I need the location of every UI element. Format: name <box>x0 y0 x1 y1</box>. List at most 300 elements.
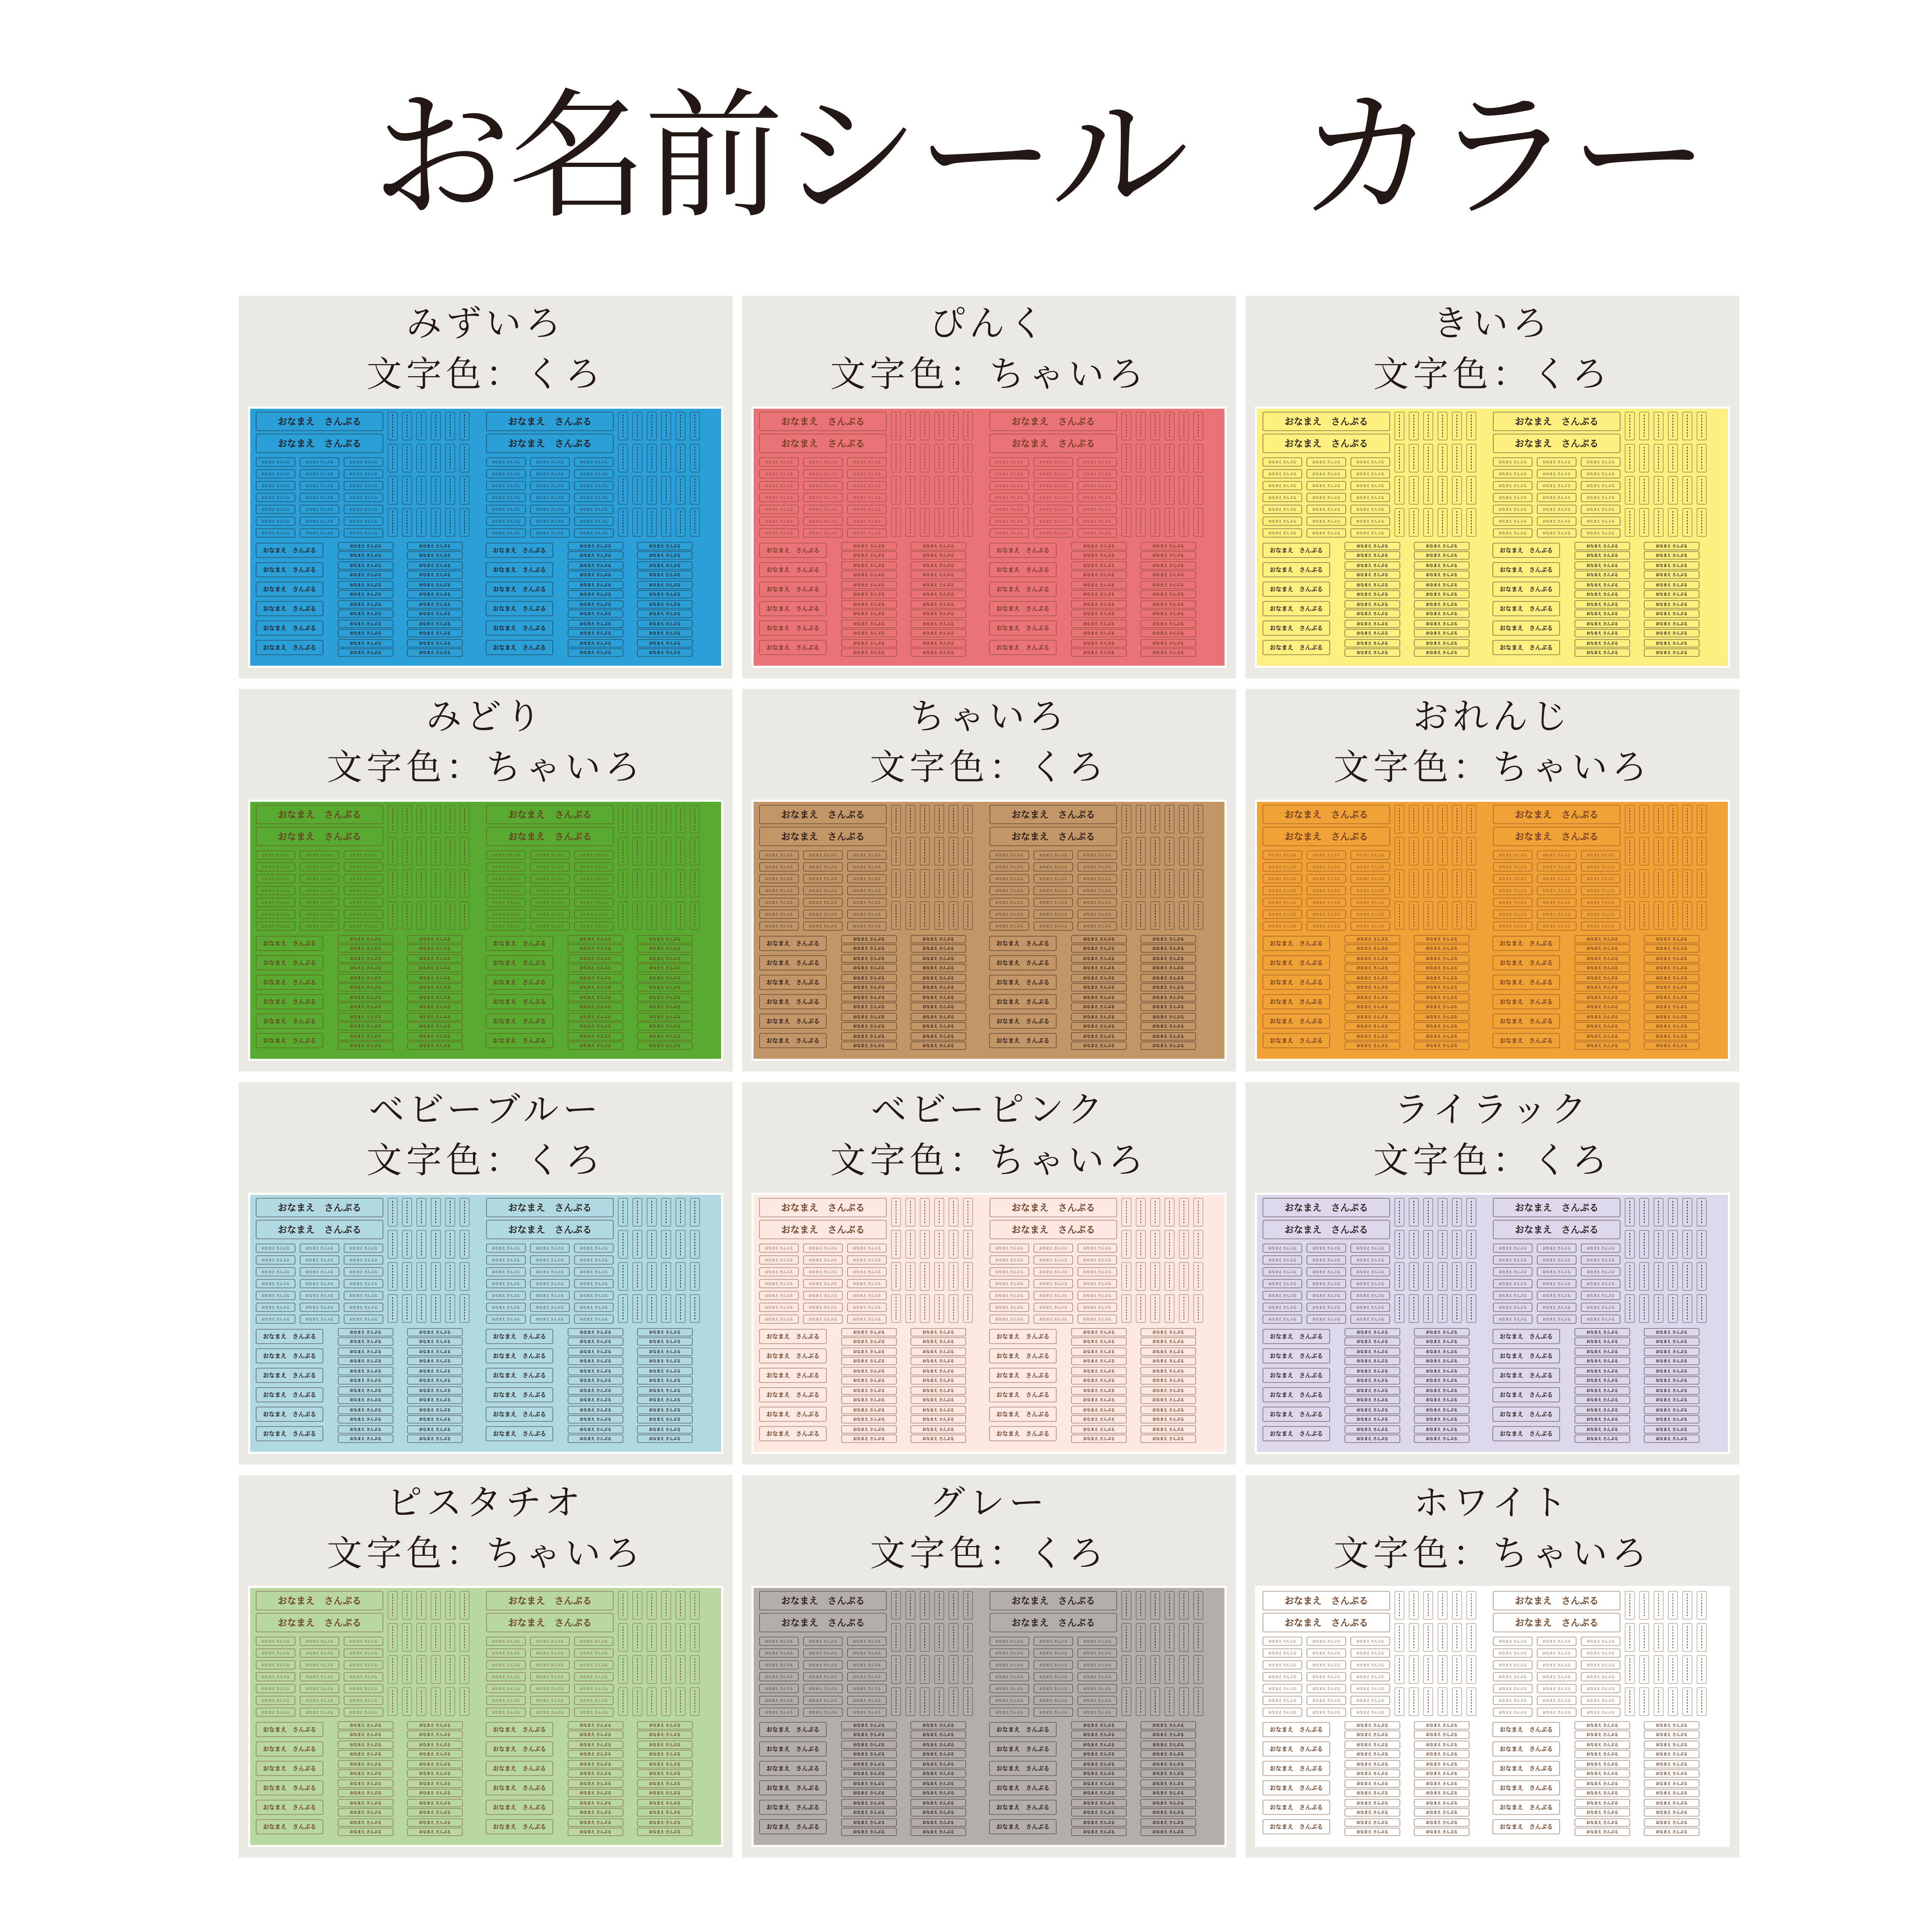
sticker-text: おなまえ さんぷる <box>1039 1663 1068 1667</box>
sticker-text: おなまえ さんぷる <box>349 877 378 881</box>
sticker-text: おなまえ さんぷる <box>305 1686 334 1691</box>
sticker-text: おなまえ さんぷる <box>1498 877 1527 881</box>
sticker-text: おなまえ さんぷる <box>261 1651 290 1655</box>
sticker-text: おなまえ さんぷる <box>1586 544 1618 549</box>
sticker-text: おなまえ さんぷる <box>350 1035 382 1039</box>
sticker-text: おなまえ さんぷる <box>350 1379 382 1383</box>
sticker-text: おなまえ さんぷる <box>809 460 837 464</box>
sticker-text: おなまえ さんぷる <box>1498 495 1527 500</box>
sticker-text: おなまえ さんぷる <box>305 507 334 511</box>
sticker-text: おなまえ さんぷる <box>492 1710 520 1714</box>
sticker-text: おなまえ さんぷる <box>1656 631 1688 636</box>
sticker-text: おなまえ さんぷる <box>493 1727 546 1734</box>
sticker-text: おなまえ さんぷる <box>1426 986 1458 990</box>
sticker-text: おなまえ さんぷる <box>1656 1398 1688 1403</box>
sticker-text: おなまえ さんぷる <box>261 865 290 869</box>
sticker-text: おなまえ さんぷる <box>1498 1317 1527 1321</box>
sticker-text: おなまえ さんぷる <box>1152 1389 1184 1394</box>
sticker-text: おなまえ さんぷる <box>579 1340 612 1344</box>
color-card-pink <box>742 296 1236 678</box>
sticker-text: おなまえ さんぷる <box>579 593 612 597</box>
color-name: グレー <box>929 1482 1049 1523</box>
sticker-text: おなまえ さんぷる <box>1586 531 1615 535</box>
sticker-text: おなまえ さんぷる <box>996 586 1049 593</box>
sticker-text: おなまえ さんぷる <box>995 484 1024 488</box>
sticker-text: おなまえ さんぷる <box>1586 1015 1618 1020</box>
sticker-text: おなまえ さんぷる <box>492 495 520 500</box>
sticker-text: おなまえ さんぷる <box>349 1246 378 1250</box>
text-color-label: 文字色：くろ <box>1373 353 1612 395</box>
sticker-text: おなまえ さんぷる <box>996 547 1049 555</box>
sticker-text: おなまえ さんぷる <box>1586 622 1618 627</box>
sticker-text: おなまえ さんぷる <box>1356 1246 1385 1250</box>
sticker-text: おなまえ さんぷる <box>1426 1437 1458 1442</box>
sticker-text: おなまえ さんぷる <box>261 519 290 523</box>
sticker-text: おなまえ さんぷる <box>1083 612 1115 617</box>
sticker-text: おなまえ さんぷる <box>765 1246 793 1250</box>
sticker-text: おなまえ さんぷる <box>579 1772 612 1776</box>
sticker-text: おなまえ さんぷる <box>1284 416 1369 427</box>
sticker-text: おなまえ さんぷる <box>809 495 837 500</box>
text-color-label: 文字色：くろ <box>1373 1140 1612 1181</box>
sticker-text: おなまえ さんぷる <box>996 1353 1049 1360</box>
sticker-text: おなまえ さんぷる <box>1083 1639 1112 1643</box>
sticker-text: おなまえ さんぷる <box>579 495 608 500</box>
sticker-text: おなまえ さんぷる <box>1039 865 1068 869</box>
sticker-text: おなまえ さんぷる <box>1152 1437 1184 1442</box>
sticker-text: おなまえ さんぷる <box>809 924 837 928</box>
sticker-text: おなまえ さんぷる <box>277 809 362 820</box>
sticker-text: おなまえ さんぷる <box>536 460 564 464</box>
sticker-text: おなまえ さんぷる <box>922 631 954 636</box>
sticker-text: おなまえ さんぷる <box>1586 976 1618 981</box>
sticker-text: おなまえ さんぷる <box>263 1353 316 1360</box>
sticker-text: おなまえ さんぷる <box>1083 1663 1112 1667</box>
sticker-text: おなまえ さんぷる <box>1426 1418 1458 1422</box>
sticker-text: おなまえ さんぷる <box>349 1639 378 1643</box>
sticker-text: おなまえ さんぷる <box>349 888 378 893</box>
sticker-text: おなまえ さんぷる <box>649 622 681 627</box>
sticker-text: おなまえ さんぷる <box>649 1724 681 1728</box>
sticker-text: おなまえ さんぷる <box>508 1202 592 1213</box>
sticker-text: おなまえ さんぷる <box>350 642 382 646</box>
sticker-text: おなまえ さんぷる <box>493 979 546 986</box>
sticker-text: おなまえ さんぷる <box>765 1282 793 1286</box>
sticker-text: おなまえ さんぷる <box>536 1293 564 1298</box>
sticker-text: おなまえ さんぷる <box>1083 986 1115 990</box>
sticker-text: おなまえ さんぷる <box>1152 573 1184 578</box>
sticker-text: おなまえ さんぷる <box>853 1282 881 1286</box>
sticker-text: おなまえ さんぷる <box>261 1293 290 1298</box>
sticker-text: おなまえ さんぷる <box>579 996 612 1000</box>
sticker-text: おなまえ さんぷる <box>809 1675 837 1679</box>
sticker-text: おなまえ さんぷる <box>649 1752 681 1757</box>
text-color-label: 文字色：ちゃいろ <box>326 746 645 788</box>
sticker-text: おなまえ さんぷる <box>922 593 954 597</box>
sticker-text: おなまえ さんぷる <box>1498 1246 1527 1250</box>
sticker-text: おなまえ さんぷる <box>350 1743 382 1748</box>
sticker-text: おなまえ さんぷる <box>1270 1431 1323 1438</box>
sticker-text: おなまえ さんぷる <box>1586 1331 1618 1335</box>
sticker-text: おなまえ さんぷる <box>536 912 564 916</box>
sticker-text: おなまえ さんぷる <box>1011 1224 1096 1235</box>
sticker-text: おなまえ さんぷる <box>1083 1340 1115 1344</box>
sticker-text: おなまえ さんぷる <box>922 544 954 549</box>
sticker-text: おなまえ さんぷる <box>1656 622 1688 627</box>
sticker-text: おなまえ さんぷる <box>536 1663 564 1667</box>
sticker-text: おなまえ さんぷる <box>996 1038 1049 1045</box>
color-name: ベビーピンク <box>871 1089 1107 1130</box>
sticker-text: おなまえ さんぷる <box>1083 1437 1115 1442</box>
sticker-text: おなまえ さんぷる <box>305 1305 334 1309</box>
sheet-drawing <box>250 802 721 1059</box>
sticker-text: おなまえ さんぷる <box>649 1821 681 1825</box>
sticker-text: おなまえ さんぷる <box>922 1379 954 1383</box>
sticker-text: おなまえ さんぷる <box>766 586 820 593</box>
sticker-text: おなまえ さんぷる <box>1586 1317 1615 1321</box>
sticker-text: おなまえ さんぷる <box>1083 924 1112 928</box>
sticker-text: おなまえ さんぷる <box>766 1372 820 1380</box>
sticker-text: おなまえ さんぷる <box>922 1359 954 1364</box>
sticker-text: おなまえ さんぷる <box>419 1331 451 1335</box>
sticker-text: おなまえ さんぷる <box>349 1270 378 1274</box>
sticker-text: おなまえ さんぷる <box>261 1698 290 1702</box>
sticker-text: おなまえ さんぷる <box>1500 999 1553 1006</box>
text-color-label: 文字色：ちゃいろ <box>326 1533 645 1574</box>
sticker-text: おなまえ さんぷる <box>853 853 881 857</box>
sticker-text: おなまえ さんぷる <box>1152 1408 1184 1413</box>
sticker-text: おなまえ さんぷる <box>493 1804 546 1812</box>
sticker-text: おなまえ さんぷる <box>1356 924 1385 928</box>
sticker-text: おなまえ さんぷる <box>579 1408 612 1413</box>
sticker-text: おなまえ さんぷる <box>579 531 608 535</box>
sticker-text: おなまえ さんぷる <box>493 1411 546 1418</box>
sticker-text: おなまえ さんぷる <box>349 472 378 476</box>
sticker-text: おなまえ さんぷる <box>1426 947 1458 951</box>
sticker-text: おなまえ さんぷる <box>1039 531 1068 535</box>
sticker-text: おなまえ さんぷる <box>579 1782 612 1787</box>
sticker-text: おなまえ さんぷる <box>922 1340 954 1344</box>
sticker-text: おなまえ さんぷる <box>508 416 592 427</box>
sticker-text: おなまえ さんぷる <box>1356 976 1388 981</box>
sticker-text: おなまえ さんぷる <box>263 1411 316 1418</box>
sticker-text: おなまえ さんぷる <box>1083 1317 1112 1321</box>
color-card-orange <box>1246 689 1739 1071</box>
sticker-text: おなまえ さんぷる <box>536 1639 564 1643</box>
sticker-text: おなまえ さんぷる <box>1083 472 1112 476</box>
sticker-text: おなまえ さんぷる <box>305 924 334 928</box>
sticker-text: おなまえ さんぷる <box>1542 531 1571 535</box>
sticker-text: おなまえ さんぷる <box>1312 472 1341 476</box>
sticker-text: おなまえ さんぷる <box>765 472 793 476</box>
sticker-text: おなまえ さんぷる <box>1356 642 1388 646</box>
sticker-text: おなまえ さんぷる <box>1268 495 1297 500</box>
sticker-text: おなまえ さんぷる <box>1312 877 1341 881</box>
color-card-pistachio <box>239 1475 732 1858</box>
sticker-text: おなまえ さんぷる <box>1500 1334 1553 1341</box>
sticker-text: おなまえ さんぷる <box>350 612 382 617</box>
sticker-text: おなまえ さんぷる <box>1356 1305 1385 1309</box>
sticker-text: おなまえ さんぷる <box>350 996 382 1000</box>
sticker-text: おなまえ さんぷる <box>536 900 564 905</box>
sticker-text: おなまえ さんぷる <box>349 1663 378 1667</box>
sticker-text: おなまえ さんぷる <box>579 1398 612 1403</box>
sticker-text: おなまえ さんぷる <box>1586 1270 1615 1274</box>
sticker-text: おなまえ さんぷる <box>1083 976 1115 981</box>
sticker-text: おなまえ さんぷる <box>536 1675 564 1679</box>
sticker-text: おなまえ さんぷる <box>1083 573 1115 578</box>
color-name: ライラック <box>1394 1089 1591 1130</box>
sticker-text: おなまえ さんぷる <box>350 1005 382 1010</box>
sticker-text: おなまえ さんぷる <box>350 1782 382 1787</box>
sticker-text: おなまえ さんぷる <box>1152 976 1184 981</box>
sticker-text: おなまえ さんぷる <box>1083 1369 1115 1374</box>
sticker-text: おなまえ さんぷる <box>1268 865 1297 869</box>
sticker-text: おなまえ さんぷる <box>1039 1651 1068 1655</box>
sticker-text: おなまえ さんぷる <box>349 900 378 905</box>
sticker-text: おなまえ さんぷる <box>350 651 382 656</box>
sticker-text: おなまえ さんぷる <box>1586 900 1615 905</box>
sticker-text: おなまえ さんぷる <box>419 1811 451 1815</box>
sticker-text: おなまえ さんぷる <box>1586 651 1618 656</box>
sticker-text: おなまえ さんぷる <box>579 603 612 607</box>
sticker-text: おなまえ さんぷる <box>809 507 837 511</box>
sticker-text: おなまえ さんぷる <box>995 460 1024 464</box>
sticker-text: おなまえ さんぷる <box>305 1293 334 1298</box>
sticker-text: おなまえ さんぷる <box>765 912 793 916</box>
sticker-text: おなまえ さんぷる <box>1039 1675 1068 1679</box>
sticker-text: おなまえ さんぷる <box>1039 1246 1068 1250</box>
sticker-text: おなまえ さんぷる <box>1514 831 1599 842</box>
sticker-text: おなまえ さんぷる <box>1083 1015 1115 1020</box>
sticker-text: おなまえ さんぷる <box>419 1389 451 1394</box>
sticker-text: おなまえ さんぷる <box>1586 484 1615 488</box>
sticker-text: おなまえ さんぷる <box>853 583 885 588</box>
sticker-text: おなまえ さんぷる <box>922 1369 954 1374</box>
sticker-text: おなまえ さんぷる <box>579 912 608 916</box>
sticker-text: おなまえ さんぷる <box>1152 651 1184 656</box>
sticker-text: おなまえ さんぷる <box>1083 1408 1115 1413</box>
sticker-text: おなまえ さんぷる <box>1270 1392 1323 1399</box>
sticker-text: おなまえ さんぷる <box>579 1763 612 1767</box>
sticker-text: おなまえ さんぷる <box>1356 507 1385 511</box>
sticker-text: おなまえ さんぷる <box>1426 651 1458 656</box>
sticker-text: おなまえ さんぷる <box>1656 957 1688 962</box>
sticker-text: おなまえ さんぷる <box>1083 1698 1112 1702</box>
sticker-text: おなまえ さんぷる <box>1011 809 1096 820</box>
sticker-text: おなまえ さんぷる <box>419 603 451 607</box>
text-color-label: 文字色：くろ <box>869 746 1108 788</box>
sticker-text: おなまえ さんぷる <box>1083 519 1112 523</box>
sticker-text: おなまえ さんぷる <box>1426 554 1458 558</box>
sheet-drawing <box>754 802 1224 1059</box>
sticker-text: おなまえ さんぷる <box>1426 631 1458 636</box>
sticker-text: おなまえ さんぷる <box>1586 642 1618 646</box>
sticker-text: おなまえ さんぷる <box>809 1282 837 1286</box>
sticker-text: おなまえ さんぷる <box>277 1202 362 1213</box>
sticker-text: おなまえ さんぷる <box>781 438 865 449</box>
sticker-text: おなまえ さんぷる <box>419 1340 451 1344</box>
sticker-text: おなまえ さんぷる <box>996 1411 1049 1418</box>
sticker-text: おなまえ さんぷる <box>419 1379 451 1383</box>
sticker-text: おなまえ さんぷる <box>579 1270 608 1274</box>
sticker-text: おなまえ さんぷる <box>853 1379 885 1383</box>
sticker-text: おなまえ さんぷる <box>1498 519 1527 523</box>
sticker-text: おなまえ さんぷる <box>853 1418 885 1422</box>
sticker-text: おなまえ さんぷる <box>1284 831 1369 842</box>
sticker-text: おなまえ さんぷる <box>1356 1282 1385 1286</box>
sheet-drawing <box>754 1588 1224 1845</box>
sticker-text: おなまえ さんぷる <box>1356 1270 1385 1274</box>
sticker-text: おなまえ さんぷる <box>579 573 612 578</box>
sticker-text: おなまえ さんぷる <box>995 1675 1024 1679</box>
sticker-text: おなまえ さんぷる <box>1356 986 1388 990</box>
sticker-text: おなまえ さんぷる <box>1356 1350 1388 1355</box>
sticker-text: おなまえ さんぷる <box>419 1035 451 1039</box>
sticker-text: おなまえ さんぷる <box>996 567 1049 574</box>
sticker-text: おなまえ さんぷる <box>995 1270 1024 1274</box>
sticker-text: おなまえ さんぷる <box>579 1821 612 1825</box>
sticker-text: おなまえ さんぷる <box>350 1389 382 1394</box>
sticker-text: おなまえ さんぷる <box>579 1675 608 1679</box>
sticker-text: おなまえ さんぷる <box>1542 1282 1571 1286</box>
sticker-text: おなまえ さんぷる <box>853 1305 881 1309</box>
sticker-text: おなまえ さんぷる <box>492 900 520 905</box>
sticker-text: おなまえ さんぷる <box>1500 979 1553 986</box>
sticker-text: おなまえ さんぷる <box>419 1733 451 1738</box>
sticker-text: おなまえ さんぷる <box>1083 583 1115 588</box>
sticker-text: おなまえ さんぷる <box>1152 612 1184 617</box>
sticker-text: おなまえ さんぷる <box>261 507 290 511</box>
sticker-text: おなまえ さんぷる <box>1268 519 1297 523</box>
sticker-text: おなまえ さんぷる <box>419 554 451 558</box>
sticker-text: おなまえ さんぷる <box>263 586 316 593</box>
sticker-text: おなまえ さんぷる <box>1586 460 1615 464</box>
sticker-text: おなまえ さんぷる <box>1500 960 1553 967</box>
sticker-text: おなまえ さんぷる <box>419 1821 451 1825</box>
sticker-text: おなまえ さんぷる <box>996 999 1049 1006</box>
sticker-text: おなまえ さんぷる <box>1356 888 1385 893</box>
sticker-text: おなまえ さんぷる <box>765 1317 793 1321</box>
sticker-text: おなまえ さんぷる <box>649 631 681 636</box>
sticker-text: おなまえ さんぷる <box>649 583 681 588</box>
sticker-text: おなまえ さんぷる <box>1586 573 1618 578</box>
sticker-text: おなまえ さんぷる <box>809 1651 837 1655</box>
sticker-text: おなまえ さんぷる <box>922 1724 954 1728</box>
sticker-text: おなまえ さんぷる <box>996 940 1049 948</box>
sticker-text: おなまえ さんぷる <box>853 1724 885 1728</box>
sticker-text: おなまえ さんぷる <box>922 1428 954 1432</box>
sticker-text: おなまえ さんぷる <box>766 606 820 613</box>
sticker-text: おなまえ さんぷる <box>350 1437 382 1442</box>
sticker-text: おなまえ さんぷる <box>995 900 1024 905</box>
sticker-sheet <box>248 1586 723 1847</box>
sticker-text: おなまえ さんぷる <box>492 484 520 488</box>
sticker-text: おなまえ さんぷる <box>922 996 954 1000</box>
sticker-text: おなまえ さんぷる <box>649 937 681 942</box>
sticker-text: おなまえ さんぷる <box>1500 1018 1553 1025</box>
sticker-text: おなまえ さんぷる <box>579 900 608 905</box>
sticker-text: おなまえ さんぷる <box>349 1305 378 1309</box>
sticker-text: おなまえ さんぷる <box>1500 1411 1553 1418</box>
sticker-text: おなまえ さんぷる <box>492 1686 520 1691</box>
sheet-drawing <box>250 1195 721 1452</box>
sticker-text: おなまえ さんぷる <box>1268 484 1297 488</box>
sticker-text: おなまえ さんぷる <box>853 937 885 942</box>
sticker-sheet <box>248 1193 723 1454</box>
sticker-text: おなまえ さんぷる <box>305 877 334 881</box>
sticker-text: おなまえ さんぷる <box>492 531 520 535</box>
sticker-text: おなまえ さんぷる <box>1268 460 1297 464</box>
sticker-text: おなまえ さんぷる <box>1039 1317 1068 1321</box>
sheet-drawing <box>250 1588 721 1845</box>
sticker-text: おなまえ さんぷる <box>1039 1639 1068 1643</box>
sticker-text: おなまえ さんぷる <box>493 1824 546 1831</box>
sticker-text: おなまえ さんぷる <box>508 831 592 842</box>
sticker-text: おなまえ さんぷる <box>1542 1270 1571 1274</box>
sticker-text: おなまえ さんぷる <box>1356 1035 1388 1039</box>
sticker-text: おなまえ さんぷる <box>350 937 382 942</box>
sticker-text: おなまえ さんぷる <box>261 1246 290 1250</box>
sticker-text: おなまえ さんぷる <box>1586 1246 1615 1250</box>
color-card-baby-pink <box>742 1082 1236 1465</box>
sticker-text: おなまえ さんぷる <box>349 1651 378 1655</box>
sticker-text: おなまえ さんぷる <box>1586 1408 1618 1413</box>
sticker-text: おなまえ さんぷる <box>1152 1331 1184 1335</box>
sticker-text: おなまえ さんぷる <box>508 809 592 820</box>
sticker-text: おなまえ さんぷる <box>922 1015 954 1020</box>
sticker-text: おなまえ さんぷる <box>579 1752 612 1757</box>
sticker-text: おなまえ さんぷる <box>508 438 592 449</box>
sticker-text: おなまえ さんぷる <box>1356 1389 1388 1394</box>
sticker-text: おなまえ さんぷる <box>579 612 612 617</box>
sticker-text: おなまえ さんぷる <box>350 1752 382 1757</box>
sticker-text: おなまえ さんぷる <box>1356 554 1388 558</box>
sticker-text: おなまえ さんぷる <box>1514 1224 1599 1235</box>
sticker-text: おなまえ さんぷる <box>1039 484 1068 488</box>
sticker-text: おなまえ さんぷる <box>995 1698 1024 1702</box>
sticker-text: おなまえ さんぷる <box>263 1392 316 1399</box>
sticker-text: おなまえ さんぷる <box>853 1359 885 1364</box>
sticker-text: おなまえ さんぷる <box>1152 564 1184 568</box>
text-color-label: 文字色：ちゃいろ <box>1333 746 1651 788</box>
sticker-text: おなまえ さんぷる <box>1498 1270 1527 1274</box>
sticker-text: おなまえ さんぷる <box>995 495 1024 500</box>
sticker-text: おなまえ さんぷる <box>493 1431 546 1438</box>
sticker-text: おなまえ さんぷる <box>649 564 681 568</box>
sticker-text: おなまえ さんぷる <box>1152 1369 1184 1374</box>
sticker-text: おなまえ さんぷる <box>305 460 334 464</box>
sticker-text: おなまえ さんぷる <box>649 1331 681 1335</box>
sticker-text: おなまえ さんぷる <box>809 1698 837 1702</box>
sticker-text: おなまえ さんぷる <box>261 1258 290 1262</box>
sticker-text: おなまえ さんぷる <box>1083 900 1112 905</box>
sticker-text: おなまえ さんぷる <box>1356 593 1388 597</box>
sticker-text: おなまえ さんぷる <box>261 1639 290 1643</box>
sticker-text: おなまえ さんぷる <box>1312 484 1341 488</box>
sticker-text: おなまえ さんぷる <box>766 940 820 948</box>
sticker-text: おなまえ さんぷる <box>1500 645 1553 652</box>
sticker-text: おなまえ さんぷる <box>350 1408 382 1413</box>
sticker-text: おなまえ さんぷる <box>1356 937 1388 942</box>
sticker-text: おなまえ さんぷる <box>579 976 612 981</box>
sticker-text: おなまえ さんぷる <box>809 1710 837 1714</box>
sticker-text: おなまえ さんぷる <box>1268 888 1297 893</box>
sticker-text: おなまえ さんぷる <box>649 1015 681 1020</box>
sticker-text: おなまえ さんぷる <box>809 1246 837 1250</box>
sticker-text: おなまえ さんぷる <box>1656 1379 1688 1383</box>
sticker-text: おなまえ さんぷる <box>350 544 382 549</box>
